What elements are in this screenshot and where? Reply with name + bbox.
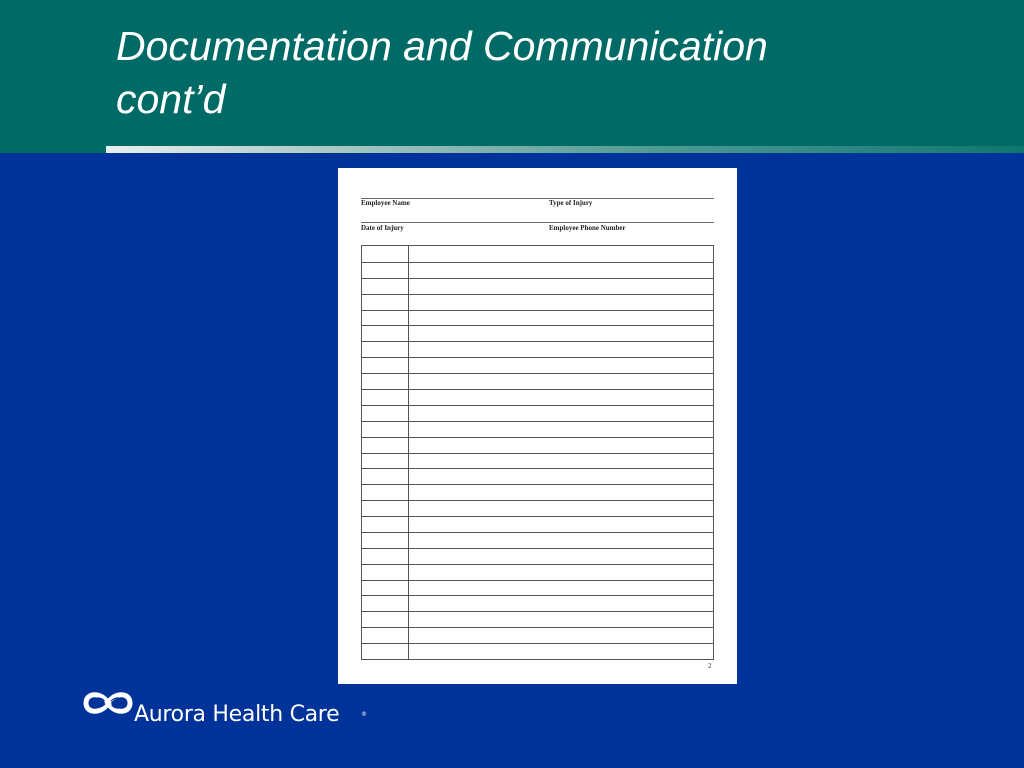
injury-log-form-image xyxy=(338,168,737,684)
header-gradient-rule xyxy=(106,146,1024,153)
table-row xyxy=(362,389,713,390)
page-number: 2 xyxy=(708,662,712,670)
table-row xyxy=(362,453,713,454)
table-row xyxy=(362,532,713,533)
registered-mark: ® xyxy=(361,711,367,718)
table-row xyxy=(362,627,713,628)
table-row xyxy=(362,262,713,263)
table-row xyxy=(362,595,713,596)
slide-header xyxy=(0,0,1024,153)
table-row xyxy=(362,500,713,501)
table-row xyxy=(362,325,713,326)
aurora-infinity-icon xyxy=(82,686,134,720)
table-row xyxy=(362,516,713,517)
form-middle-line xyxy=(361,222,714,223)
table-row xyxy=(362,373,713,374)
aurora-logo-text: Aurora Health Care xyxy=(134,702,340,727)
table-row xyxy=(362,437,713,438)
table-row xyxy=(362,294,713,295)
slide-title-line-2: cont’d xyxy=(116,76,226,122)
table-row xyxy=(362,548,713,549)
table-row xyxy=(362,611,713,612)
field-label-employee-phone: Employee Phone Number xyxy=(549,224,626,232)
field-label-type-of-injury: Type of Injury xyxy=(549,199,593,207)
table-row xyxy=(362,405,713,406)
table-row xyxy=(362,357,713,358)
field-label-date-of-injury: Date of Injury xyxy=(361,224,404,232)
table-row xyxy=(362,484,713,485)
table-row xyxy=(362,278,713,279)
aurora-logo xyxy=(82,686,382,732)
table-row xyxy=(362,580,713,581)
table-row xyxy=(362,468,713,469)
table-row xyxy=(362,564,713,565)
slide-title xyxy=(116,20,768,126)
form-top-line xyxy=(361,198,714,199)
log-table xyxy=(361,245,714,660)
slide-title-line-1: Documentation and Communication xyxy=(116,23,768,69)
table-row xyxy=(362,310,713,311)
table-row xyxy=(362,421,713,422)
table-row xyxy=(362,643,713,644)
table-row xyxy=(362,341,713,342)
field-label-employee-name: Employee Name xyxy=(361,199,410,207)
